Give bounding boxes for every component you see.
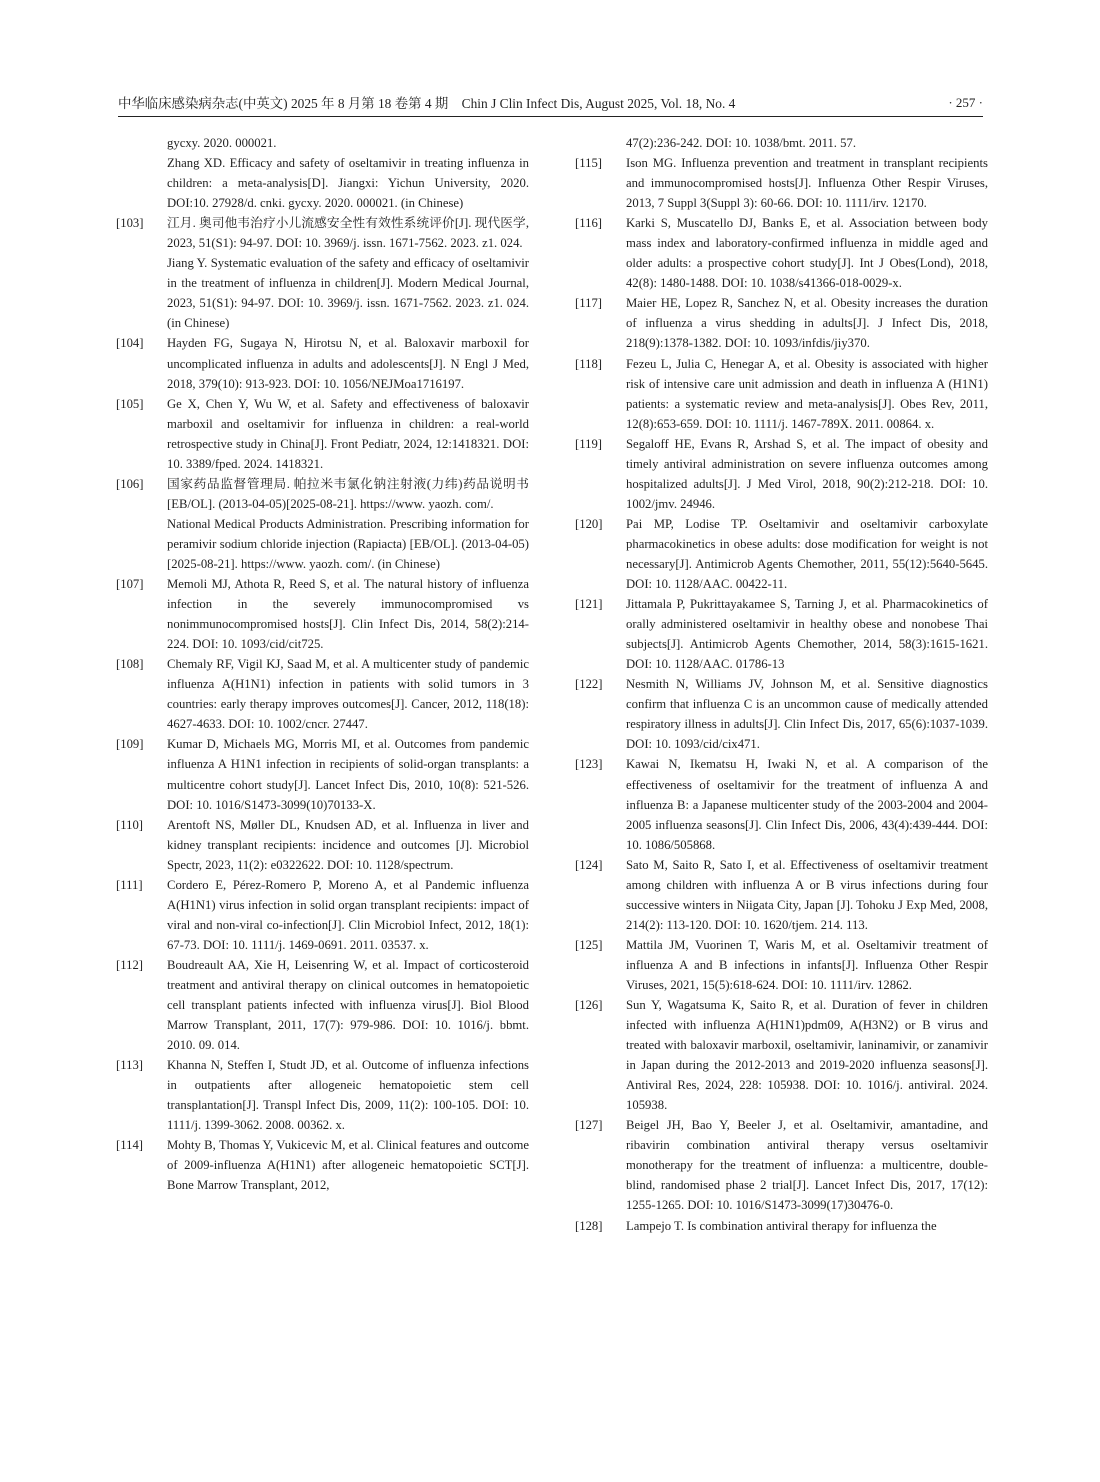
- reference-text: 47(2):236-242. DOI: 10. 1038/bmt. 2011. 57.: [626, 136, 857, 150]
- reference-entry: [572, 153, 988, 213]
- reference-text: Sato M, Saito R, Sato I, et al. Effectiveness of oseltamivir treatment among children with influenza A or B virus infections during four successive winters in Niigata City, Japan [J]. Tohoku J Exp Med, 2008, 214(2): 113-120. DOI: 10. 1620/tjem. 214. 113.: [626, 857, 988, 932]
- reference-number: [110]: [116, 817, 144, 832]
- reference-entry: [113, 394, 529, 474]
- reference-entry: [113, 1135, 529, 1195]
- reference-number: [126]: [575, 998, 603, 1013]
- reference-text: Beigel JH, Bao Y, Beeler J, et al. Oseltamivir, amantadine, and ribavirin combination antiviral therapy versus oseltamivir monotherapy for the treatment of influenza: a multicentre, double-blind, randomised phase 2 trial[J]. Lancet Infect Dis, 2017, 17(12): 1255-1265. DOI: 10. 1016/S1473-3099(17)30476-0.: [626, 1118, 988, 1213]
- reference-entry: [113, 1055, 529, 1135]
- reference-text: Chemaly RF, Vigil KJ, Saad M, et al. A multicenter study of pandemic influenza A(H1N1) infection in patients with solid tumors in 3 countries: early therapy improves outcomes[J]. Cancer, 2012, 118(18): 4627-4633. DOI: 10. 1002/cncr. 27447.: [167, 657, 529, 732]
- reference-text: Hayden FG, Sugaya N, Hirotsu N, et al. Baloxavir marboxil for uncomplicated influenza in adults and adolescents[J]. N Engl J Med, 2018, 379(10): 913-923. DOI: 10. 1056/NEJMoa1716197.: [167, 336, 529, 391]
- reference-text: Kumar D, Michaels MG, Morris MI, et al. Outcomes from pandemic influenza A H1N1 infection in recipients of solid-organ transplants: a multicentre cohort study[J]. Lancet Infect Dis, 2010, 10(8): 521-526. DOI: 10. 1016/S1473-3099(10)70133-X.: [167, 737, 529, 812]
- reference-entry: [572, 1216, 988, 1236]
- reference-number: [121]: [575, 597, 603, 612]
- reference-entry: [113, 654, 529, 734]
- journal-citation-line: 中华临床感染病杂志(中英文) 2025 年 8 月第 18 卷第 4 期 Chin J Clin Infect Dis, August 2025, Vol. 18, No. 4: [118, 96, 736, 111]
- reference-number: [111]: [116, 877, 143, 892]
- reference-text: Ge X, Chen Y, Wu W, et al. Safety and effectiveness of baloxavir marboxil and oseltamivir for influenza in children: a real-world retrospective study in China[J]. Front Pediatr, 2024, 12:1418321. DOI: 10. 3389/fped. 2024. 1418321.: [167, 396, 529, 471]
- reference-number: [120]: [575, 516, 603, 531]
- reference-text: Jittamala P, Pukrittayakamee S, Tarning J, et al. Pharmacokinetics of orally administered oseltamivir in healthy obese and nonobese Thai subjects[J]. Antimicrob Agents Chemother, 2014, 58(3):1615-1621. DOI: 10. 1128/AAC. 01786-13: [626, 597, 988, 672]
- reference-entry: [572, 354, 988, 434]
- reference-text: National Medical Products Administration. Prescribing information for peramivir sodium chloride injection (Rapiacta) [EB/OL]. (2013-04-05)[2025-08-21]. https://www. yaozh. com/. (in Chinese): [167, 516, 529, 571]
- reference-entry: [113, 875, 529, 955]
- reference-number: [125]: [575, 937, 603, 952]
- reference-text: Fezeu L, Julia C, Henegar A, et al. Obesity is associated with higher risk of intensive care unit admission and death in influenza A (H1N1) patients: a systematic review and meta-analysis[J]. Obes Rev, 2011, 12(8):653-659. DOI: 10. 1111/j. 1467-789X. 2011. 00864. x.: [626, 356, 988, 431]
- reference-entry: [113, 474, 529, 514]
- reference-entry: [113, 955, 529, 1055]
- reference-number: [105]: [116, 396, 144, 411]
- reference-text: Mohty B, Thomas Y, Vukicevic M, et al. Clinical features and outcome of 2009-influenza A(H1N1) after allogeneic hematopoietic SCT[J]. Bone Marrow Transplant, 2012,: [167, 1138, 529, 1193]
- reference-number: [123]: [575, 757, 603, 772]
- reference-text: Jiang Y. Systematic evaluation of the safety and efficacy of oseltamivir in the treatment of influenza in children[J]. Modern Medical Journal, 2023, 51(S1): 94-97. DOI: 10. 3969/j. issn. 1671-7562. 2023. z1. 024. (in Chinese): [167, 256, 529, 331]
- reference-text: Zhang XD. Efficacy and safety of oseltamivir in treating influenza in children: a meta-analysis[D]. Jiangxi: Yichun University, 2020. DOI:10. 27928/d. cnki. gycxy. 2020. 000021. (in Chinese): [167, 156, 529, 211]
- reference-text: Maier HE, Lopez R, Sanchez N, et al. Obesity increases the duration of influenza a virus shedding in adults[J]. J Infect Dis, 2018, 218(9):1378-1382. DOI: 10. 1093/infdis/jiy370.: [626, 296, 988, 351]
- reference-entry: [572, 995, 988, 1115]
- reference-entry: [572, 1115, 988, 1215]
- reference-entry: [113, 574, 529, 654]
- reference-number: [116]: [575, 216, 603, 231]
- reference-text: Khanna N, Steffen I, Studt JD, et al. Outcome of influenza infections in outpatients after allogeneic hematopoietic stem cell transplantation[J]. Transpl Infect Dis, 2009, 11(2): 100-105. DOI: 10. 1111/j. 1399-3062. 2008. 00362. x.: [167, 1058, 529, 1133]
- reference-number: [112]: [116, 957, 144, 972]
- reference-entry: [572, 674, 988, 754]
- reference-entry: [113, 734, 529, 814]
- reference-entry: [572, 434, 988, 514]
- reference-text: Segaloff HE, Evans R, Arshad S, et al. The impact of obesity and timely antiviral administration on severe influenza outcomes among hospitalized adults[J]. J Med Virol, 2018, 90(2):212-218. DOI: 10. 1002/jmv. 24946.: [626, 436, 988, 511]
- reference-number: [117]: [575, 296, 603, 311]
- reference-text: Lampejo T. Is combination antiviral therapy for influenza the: [626, 1218, 937, 1233]
- reference-text: Memoli MJ, Athota R, Reed S, et al. The natural history of influenza infection in the severely immunocompromised vs nonimmunocompromised hosts[J]. Clin Infect Dis, 2014, 58(2):214-224. DOI: 10. 1093/cid/cit725.: [167, 577, 529, 652]
- reference-text: Kawai N, Ikematsu H, Iwaki N, et al. A comparison of the effectiveness of oseltamivir for the treatment of influenza A and influenza B: a Japanese multicenter study of the 2003-2004 and 2004-2005 influenza seasons[J]. Clin Infect Dis, 2006, 43(4):439-444. DOI: 10. 1086/505868.: [626, 757, 988, 852]
- reference-entry: [572, 855, 988, 935]
- reference-number: [115]: [575, 156, 603, 171]
- reference-entry: [572, 213, 988, 293]
- reference-entry: [113, 153, 529, 213]
- reference-text: Cordero E, Pérez-Romero P, Moreno A, et al Pandemic influenza A(H1N1) virus infection in solid organ transplant recipients: impact of viral and non-viral co-infection[J]. Clin Microbiol Infect, 2012, 18(1): 67-73. DOI: 10. 1111/j. 1469-0691. 2011. 03537. x.: [167, 877, 529, 952]
- reference-number: [128]: [575, 1218, 603, 1233]
- reference-text: Mattila JM, Vuorinen T, Waris M, et al. Oseltamivir treatment of influenza A and B infections in infants[J]. Influenza Other Respir Viruses, 2021, 15(5):618-624. DOI: 10. 1111/irv. 12862.: [626, 937, 988, 992]
- reference-column-right: [572, 133, 988, 1236]
- reference-number: [107]: [116, 577, 144, 592]
- reference-entry: [572, 935, 988, 995]
- reference-text: 江月. 奥司他韦治疗小儿流感安全性有效性系统评价[J]. 现代医学, 2023, 51(S1): 94-97. DOI: 10. 3969/j. issn. 1671-7562. 2023. z1. 024.: [167, 216, 529, 251]
- reference-entry: [113, 133, 529, 153]
- reference-number: [108]: [116, 657, 144, 672]
- reference-text: Pai MP, Lodise TP. Oseltamivir and oseltamivir carboxylate pharmacokinetics in obese adults: dose modification for weight is not necessary[J]. Antimicrob Agents Chemother, 2011, 55(12):5640-5645. DOI: 10. 1128/AAC. 00422-11.: [626, 516, 988, 592]
- reference-number: [122]: [575, 677, 603, 692]
- reference-entry: [113, 815, 529, 875]
- reference-number: [114]: [116, 1138, 144, 1153]
- reference-number: [118]: [575, 356, 603, 371]
- reference-entry: [572, 514, 988, 594]
- reference-text: Nesmith N, Williams JV, Johnson M, et al. Sensitive diagnostics confirm that influenza C is an uncommon cause of medically attended respiratory illness in adults[J]. Clin Infect Dis, 2017, 65(6):1037-1039. DOI: 10. 1093/cid/cix471.: [626, 677, 988, 752]
- reference-number: [113]: [116, 1058, 144, 1073]
- reference-entry: [572, 133, 988, 153]
- reference-entry: [572, 293, 988, 353]
- reference-column-left: [113, 133, 529, 1195]
- reference-text: Arentoft NS, Møller DL, Knudsen AD, et al. Influenza in liver and kidney transplant recipients: incidence and outcomes [J]. Microbiol Spectr, 2023, 11(2): e0322622. DOI: 10. 1128/spectrum.: [167, 817, 529, 872]
- page-number: · 257 ·: [948, 95, 983, 110]
- running-header: [118, 90, 983, 117]
- reference-number: [104]: [116, 336, 144, 351]
- reference-number: [106]: [116, 476, 144, 491]
- reference-number: [109]: [116, 737, 144, 752]
- reference-entry: [113, 514, 529, 574]
- reference-text: Sun Y, Wagatsuma K, Saito R, et al. Duration of fever in children infected with influenza A(H1N1)pdm09, A(H3N2) or B virus and treated with baloxavir marboxil, oseltamivir, laninamivir, or zanamivir in Japan during the 2012-2013 and 2019-2020 influenza seasons[J]. Antiviral Res, 2024, 228: 105938. DOI: 10. 1016/j. antiviral. 2024. 105938.: [626, 998, 988, 1113]
- reference-text: gycxy. 2020. 000021.: [167, 136, 277, 150]
- reference-entry: [113, 333, 529, 393]
- reference-number: [119]: [575, 436, 603, 451]
- reference-number: [124]: [575, 857, 603, 872]
- reference-text: Karki S, Muscatello DJ, Banks E, et al. Association between body mass index and laboratory-confirmed influenza in middle aged and older adults: a prospective cohort study[J]. Int J Obes(Lond), 2018, 42(8): 1480-1488. DOI: 10. 1038/s41366-018-0029-x.: [626, 216, 988, 291]
- reference-entry: [113, 253, 529, 333]
- reference-text: Ison MG. Influenza prevention and treatment in transplant recipients and immunocompromised hosts[J]. Influenza Other Respir Viruses, 2013, 7 Suppl 3(Suppl 3): 60-66. DOI: 10. 1111/irv. 12170.: [626, 156, 988, 211]
- reference-number: [127]: [575, 1118, 603, 1133]
- reference-entry: [572, 594, 988, 674]
- reference-text: Boudreault AA, Xie H, Leisenring W, et al. Impact of corticosteroid treatment and antiviral therapy on clinical outcomes in hematopoietic cell transplant patients infected with influenza virus[J]. Biol Blood Marrow Transplant, 2011, 17(7): 979-986. DOI: 10. 1016/j. bbmt. 2010. 09. 014.: [167, 957, 529, 1053]
- reference-text: 国家药品监督管理局. 帕拉米韦氯化钠注射液(力纬)药品说明书[EB/OL]. (2013-04-05)[2025-08-21]. https://www. yaozh. com/.: [167, 476, 529, 511]
- reference-number: [103]: [116, 216, 144, 231]
- reference-entry: [113, 213, 529, 253]
- reference-entry: [572, 754, 988, 854]
